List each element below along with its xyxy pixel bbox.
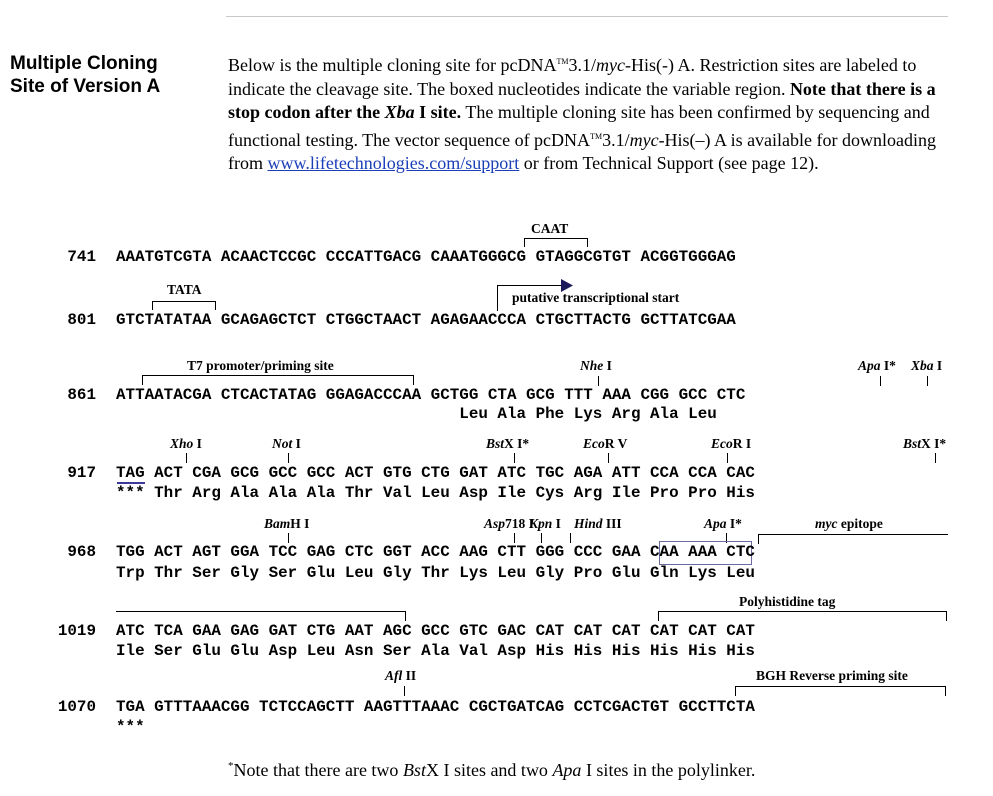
- nhe-i-tick: [598, 376, 599, 386]
- polyhis-tick-left: [658, 611, 659, 621]
- kpn-i-label: Kpn I: [529, 516, 561, 531]
- tata-tick-right: [215, 301, 216, 310]
- polyhis-bracket: [658, 611, 946, 612]
- sequence-row-801: GTCTATATAA GCAGAGCTCT CTGGCTAACT AGAGAACCCA CTGCTTACTG GCTTATCGAA: [116, 311, 736, 329]
- aa-row-1019: Ile Ser Glu Glu Asp Leu Asn Ser Ala Val Asp His His His His His His: [116, 642, 755, 660]
- top-divider: [226, 16, 948, 17]
- myc-tick-left: [758, 534, 759, 544]
- not-i-label: Not I: [272, 436, 301, 451]
- sequence-row-917: TAG ACT CGA GCG GCC GCC ACT GTG CTG GAT ATC TGC AGA ATT CCA CCA CAC: [116, 464, 755, 482]
- row-number-1070: 1070: [57, 698, 96, 716]
- apa-i-star-label-1: Apa I*: [858, 358, 896, 373]
- myc-epitope-bracket: [758, 534, 948, 535]
- nhe-i-label: Nhe I: [580, 358, 612, 373]
- caat-tick-left: [524, 238, 525, 247]
- row-number-1019: 1019: [57, 622, 96, 640]
- hind-iii-tick: [570, 533, 571, 543]
- row-number-801: 801: [67, 311, 96, 329]
- bgh-bracket: [735, 686, 945, 687]
- kpn-i-tick: [541, 533, 542, 543]
- bstx-i-tick-1: [514, 453, 515, 463]
- tata-tick-left: [152, 301, 153, 310]
- caat-bracket: [524, 238, 587, 239]
- tss-label: putative transcriptional start: [512, 290, 680, 305]
- t7-promoter-label: T7 promoter/priming site: [187, 358, 334, 373]
- heading-line-2: Site of Version A: [10, 76, 161, 97]
- footnote: *Note that there are two BstX I sites and two Apa I sites in the polylinker.: [228, 760, 756, 780]
- apa-i-tick-1: [880, 376, 881, 386]
- section-heading: [10, 52, 210, 98]
- t7-bracket: [142, 375, 413, 376]
- aa-row-968: Trp Thr Ser Gly Ser Glu Leu Gly Thr Lys Leu Gly Pro Glu Gln Lys Leu: [116, 564, 755, 582]
- sequence-row-1019: ATC TCA GAA GAG GAT CTG AAT AGC GCC GTC GAC CAT CAT CAT CAT CAT CAT: [116, 622, 755, 640]
- sequence-row-968: TGG ACT AGT GGA TCC GAG CTC GGT ACC AAG CTT GGG CCC GAA CAA AAA CTC: [116, 543, 755, 561]
- aa-row-1070: ***: [116, 718, 145, 736]
- afl-ii-tick: [404, 686, 405, 696]
- caat-label: CAAT: [531, 221, 569, 236]
- bstx-i-tick-2: [935, 453, 936, 463]
- intro-paragraph: Below is the multiple cloning site for pcDNA™3.1/myc-His(-) A. Restriction sites are labeled to indicate the cleavage site. The boxed nucleotides indicate the variable region. Note that there is a stop codon after the Xba I site. The multiple cloning site has been confirmed by sequencing and functional testing. The vector sequence of pcDNA™3.1/myc-His(–) A is available for downloading from www.lifetechnologies.com/support or from Technical Support (see page 12).: [228, 55, 937, 173]
- asp718-i-label: Asp718 I: [484, 516, 534, 531]
- bstx-i-star-label-2: BstX I*: [903, 436, 947, 451]
- tata-label: TATA: [167, 282, 202, 297]
- bamh-i-label: BamH I: [264, 516, 310, 531]
- polyhis-tag-label: Polyhistidine tag: [739, 594, 836, 609]
- sequence-row-741: AAATGTCGTA ACAACTCCGC CCCATTGACG CAAATGGGCG GTAGGCGTGT ACGGTGGGAG: [116, 248, 736, 266]
- ecor-i-tick: [727, 453, 728, 463]
- apa-i-star-label-2: Apa I*: [704, 516, 742, 531]
- heading-line-1: Multiple Cloning: [10, 53, 158, 74]
- sequence-row-861: ATTAATACGA CTCACTATAG GGAGACCCAA GCTGG CTA GCG TTT AAA CGG GCC CTC: [116, 386, 746, 404]
- row-number-861: 861: [67, 386, 96, 404]
- ecor-v-label: EcoR V: [583, 436, 628, 451]
- bstx-i-star-label-1: BstX I*: [486, 436, 530, 451]
- t7-tick-left: [142, 375, 143, 385]
- hind-iii-label: Hind III: [574, 516, 622, 531]
- myc-epitope-bracket-cont: [116, 611, 405, 612]
- polyhis-tick-right: [946, 611, 947, 621]
- row-number-741: 741: [67, 248, 96, 266]
- xba-i-tick: [927, 376, 928, 386]
- xba-i-label: Xba I: [911, 358, 943, 373]
- support-link[interactable]: www.lifetechnologies.com/support: [267, 153, 520, 173]
- aa-row-917: *** Thr Arg Ala Ala Ala Thr Val Leu Asp Ile Cys Arg Ile Pro Pro His: [116, 484, 755, 502]
- ecor-v-tick: [608, 453, 609, 463]
- t7-tick-right: [413, 375, 414, 385]
- tss-arrow-stem: [497, 285, 498, 311]
- aa-row-861: Leu Ala Phe Lys Arg Ala Leu: [116, 405, 717, 423]
- myc-tick-right: [405, 611, 406, 621]
- tata-bracket: [152, 301, 215, 302]
- bamh-i-tick: [288, 533, 289, 543]
- not-i-tick: [288, 453, 289, 463]
- caat-tick-right: [587, 238, 588, 247]
- row-number-968: 968: [67, 543, 96, 561]
- tss-arrow-line: [497, 285, 563, 286]
- asp718-i-tick: [514, 533, 515, 543]
- ecor-i-label: EcoR I: [711, 436, 752, 451]
- bgh-tick-left: [735, 686, 736, 696]
- xho-i-label: Xho I: [170, 436, 202, 451]
- xho-i-tick: [186, 453, 187, 463]
- myc-epitope-label: myc epitope: [815, 516, 883, 531]
- bgh-tick-right: [945, 686, 946, 696]
- row-number-917: 917: [67, 464, 96, 482]
- afl-ii-label: Afl II: [385, 668, 417, 683]
- bgh-reverse-label: BGH Reverse priming site: [756, 668, 908, 683]
- sequence-row-1070: TGA GTTTAAACGG TCTCCAGCTT AAGTTTAAAC CGCTGATCAG CCTCGACTGT GCCTTCTA: [116, 698, 755, 716]
